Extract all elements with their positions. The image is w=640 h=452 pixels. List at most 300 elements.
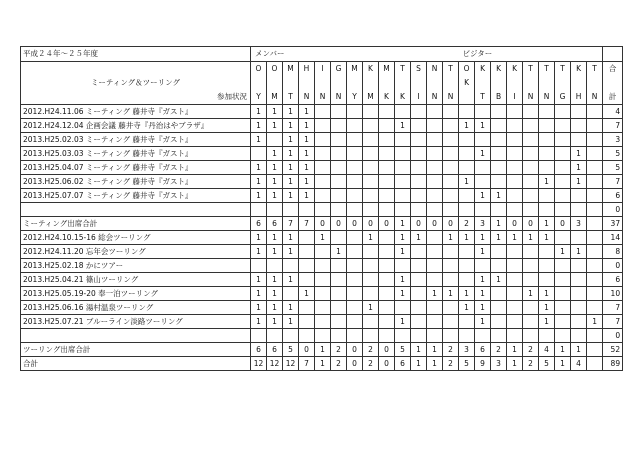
participant-initial: [587, 76, 603, 90]
attendance-cell: 1: [267, 161, 283, 175]
row-label: 2013.H25.04.21 篠山ツーリング: [21, 273, 251, 287]
attendance-cell: [299, 203, 315, 217]
table-row: [21, 329, 623, 343]
table-row: [21, 357, 623, 371]
participant-initial: [379, 76, 395, 90]
header-row-initial-mid: [21, 76, 623, 90]
attendance-cell: [475, 133, 491, 147]
attendance-cell: [475, 259, 491, 273]
attendance-cell: [555, 147, 571, 161]
attendance-cell: [347, 161, 363, 175]
attendance-cell: 0: [379, 343, 395, 357]
members-group-label: メンバー: [251, 47, 459, 62]
attendance-cell: [411, 259, 427, 273]
attendance-cell: [427, 189, 443, 203]
row-label: 2013.H25.06.16 湯村温泉ツーリング: [21, 301, 251, 315]
attendance-cell: 1: [267, 105, 283, 119]
attendance-cell: [347, 189, 363, 203]
attendance-cell: [251, 147, 267, 161]
attendance-cell: [331, 259, 347, 273]
attendance-cell: 1: [475, 119, 491, 133]
attendance-cell: 1: [267, 315, 283, 329]
attendance-cell: [587, 357, 603, 371]
participant-initial: G: [555, 90, 571, 105]
participant-initial: M: [347, 62, 363, 77]
row-label: 合計: [21, 357, 251, 371]
participant-initial: N: [443, 90, 459, 105]
attendance-cell: [347, 315, 363, 329]
attendance-cell: 1: [571, 161, 587, 175]
attendance-cell: [363, 315, 379, 329]
attendance-cell: [459, 161, 475, 175]
attendance-cell: 1: [251, 189, 267, 203]
attendance-cell: 1: [283, 245, 299, 259]
attendance-cell: 1: [555, 357, 571, 371]
attendance-cell: [571, 203, 587, 217]
attendance-cell: [283, 329, 299, 343]
attendance-cell: [395, 259, 411, 273]
attendance-cell: 1: [571, 147, 587, 161]
attendance-cell: 1: [315, 343, 331, 357]
attendance-cell: 1: [395, 287, 411, 301]
attendance-cell: [299, 273, 315, 287]
attendance-cell: [379, 119, 395, 133]
attendance-cell: 3: [459, 343, 475, 357]
attendance-cell: [315, 189, 331, 203]
participant-initial: K: [459, 76, 475, 90]
attendance-cell: [507, 175, 523, 189]
participant-initial: K: [363, 62, 379, 77]
participant-initial: [331, 76, 347, 90]
attendance-cell: [427, 161, 443, 175]
attendance-cell: [347, 329, 363, 343]
attendance-cell: [491, 105, 507, 119]
attendance-cell: [363, 119, 379, 133]
attendance-cell: 2: [363, 343, 379, 357]
attendance-cell: [379, 161, 395, 175]
attendance-cell: 1: [283, 147, 299, 161]
attendance-cell: [523, 105, 539, 119]
attendance-cell: 0: [555, 217, 571, 231]
attendance-cell: [363, 273, 379, 287]
attendance-cell: 0: [347, 343, 363, 357]
attendance-cell: 1: [539, 175, 555, 189]
participant-initial: T: [395, 62, 411, 77]
attendance-cell: [363, 189, 379, 203]
participant-initial: [299, 76, 315, 90]
attendance-cell: [587, 133, 603, 147]
attendance-cell: [347, 287, 363, 301]
participant-initial: [491, 76, 507, 90]
attendance-cell: 6: [475, 343, 491, 357]
attendance-cell: [459, 147, 475, 161]
attendance-cell: [363, 329, 379, 343]
attendance-cell: [587, 119, 603, 133]
participant-initial: M: [363, 90, 379, 105]
attendance-cell: [315, 315, 331, 329]
attendance-cell: [571, 119, 587, 133]
participant-initial: [459, 90, 475, 105]
attendance-cell: [555, 203, 571, 217]
attendance-cell: [587, 301, 603, 315]
attendance-cell: [523, 203, 539, 217]
attendance-cell: [555, 329, 571, 343]
total-column-header: [603, 76, 623, 90]
attendance-cell: [507, 301, 523, 315]
attendance-cell: 1: [491, 189, 507, 203]
attendance-cell: 1: [539, 315, 555, 329]
attendance-sheet: [20, 46, 623, 371]
attendance-cell: [299, 329, 315, 343]
attendance-cell: [571, 189, 587, 203]
attendance-cell: 0: [523, 217, 539, 231]
row-label: 2012.H24.10.15-16 総会ツーリング: [21, 231, 251, 245]
attendance-cell: [427, 273, 443, 287]
attendance-cell: [459, 259, 475, 273]
attendance-cell: [347, 105, 363, 119]
attendance-cell: 1: [395, 217, 411, 231]
attendance-cell: [587, 259, 603, 273]
attendance-cell: 1: [571, 245, 587, 259]
attendance-cell: 1: [507, 343, 523, 357]
attendance-cell: 1: [299, 175, 315, 189]
attendance-cell: [587, 273, 603, 287]
attendance-cell: [427, 315, 443, 329]
attendance-cell: [411, 133, 427, 147]
participant-initial: I: [411, 90, 427, 105]
attendance-cell: 1: [555, 343, 571, 357]
attendance-cell: 1: [491, 217, 507, 231]
attendance-cell: [587, 245, 603, 259]
row-total: 6: [603, 273, 623, 287]
attendance-cell: [331, 119, 347, 133]
attendance-cell: 1: [299, 161, 315, 175]
attendance-cell: 1: [299, 147, 315, 161]
attendance-cell: [331, 161, 347, 175]
attendance-cell: [507, 329, 523, 343]
row-total: 7: [603, 315, 623, 329]
attendance-cell: 1: [251, 133, 267, 147]
attendance-cell: [315, 119, 331, 133]
attendance-cell: [299, 231, 315, 245]
attendance-cell: [459, 315, 475, 329]
attendance-cell: [555, 315, 571, 329]
attendance-cell: [587, 329, 603, 343]
attendance-cell: 6: [251, 343, 267, 357]
attendance-cell: 0: [347, 217, 363, 231]
attendance-cell: [491, 119, 507, 133]
attendance-cell: 1: [267, 189, 283, 203]
attendance-cell: [523, 301, 539, 315]
attendance-cell: [251, 259, 267, 273]
attendance-cell: [331, 105, 347, 119]
attendance-cell: [363, 245, 379, 259]
attendance-cell: [507, 189, 523, 203]
participant-initial: [539, 76, 555, 90]
attendance-cell: 1: [315, 357, 331, 371]
attendance-cell: [459, 203, 475, 217]
attendance-cell: 7: [299, 357, 315, 371]
attendance-cell: [555, 259, 571, 273]
attendance-cell: [363, 175, 379, 189]
attendance-cell: [523, 175, 539, 189]
attendance-cell: [523, 329, 539, 343]
attendance-cell: 1: [251, 231, 267, 245]
attendance-cell: [379, 259, 395, 273]
attendance-cell: 3: [491, 357, 507, 371]
attendance-cell: 1: [267, 231, 283, 245]
participant-initial: [283, 76, 299, 90]
attendance-cell: [411, 315, 427, 329]
attendance-cell: [411, 273, 427, 287]
attendance-cell: 1: [507, 357, 523, 371]
attendance-cell: 1: [299, 105, 315, 119]
attendance-cell: 1: [411, 357, 427, 371]
attendance-cell: [491, 203, 507, 217]
attendance-cell: [363, 147, 379, 161]
attendance-cell: 4: [539, 343, 555, 357]
participant-initial: G: [331, 62, 347, 77]
row-label: 2013.H25.03.03 ミーティング 藤井寺『ガスト』: [21, 147, 251, 161]
table-row: [21, 217, 623, 231]
participant-initial: N: [299, 90, 315, 105]
attendance-cell: 12: [251, 357, 267, 371]
attendance-cell: [331, 273, 347, 287]
participant-initial: [315, 76, 331, 90]
participant-initial: [443, 76, 459, 90]
attendance-cell: [347, 175, 363, 189]
attendance-cell: 1: [331, 245, 347, 259]
attendance-cell: [299, 245, 315, 259]
attendance-cell: [555, 287, 571, 301]
attendance-cell: 1: [395, 245, 411, 259]
attendance-cell: [539, 245, 555, 259]
header-row-groups: [21, 47, 623, 62]
participant-initial: K: [395, 90, 411, 105]
table-row: [21, 175, 623, 189]
attendance-cell: [443, 315, 459, 329]
attendance-cell: [347, 119, 363, 133]
attendance-cell: 0: [443, 217, 459, 231]
attendance-cell: 1: [571, 343, 587, 357]
attendance-cell: 1: [539, 301, 555, 315]
participant-initial: T: [539, 62, 555, 77]
attendance-cell: 5: [283, 343, 299, 357]
attendance-cell: 2: [491, 343, 507, 357]
attendance-cell: 1: [475, 287, 491, 301]
attendance-cell: 1: [395, 315, 411, 329]
attendance-cell: [523, 133, 539, 147]
visitors-group-label: ビジター: [459, 47, 603, 62]
attendance-cell: [443, 245, 459, 259]
attendance-cell: [411, 147, 427, 161]
attendance-cell: [571, 329, 587, 343]
attendance-cell: 1: [571, 175, 587, 189]
attendance-cell: [571, 301, 587, 315]
attendance-cell: [267, 259, 283, 273]
attendance-cell: [571, 105, 587, 119]
participant-initial: H: [571, 90, 587, 105]
attendance-cell: [507, 203, 523, 217]
attendance-cell: [539, 203, 555, 217]
attendance-cell: [427, 175, 443, 189]
attendance-cell: [459, 273, 475, 287]
attendance-cell: 1: [283, 231, 299, 245]
attendance-cell: 1: [251, 119, 267, 133]
participant-initial: [475, 76, 491, 90]
attendance-cell: [331, 301, 347, 315]
participant-initial: [427, 76, 443, 90]
attendance-cell: [459, 189, 475, 203]
attendance-cell: [555, 301, 571, 315]
attendance-cell: 5: [459, 357, 475, 371]
table-row: [21, 315, 623, 329]
attendance-cell: [507, 245, 523, 259]
attendance-cell: [331, 147, 347, 161]
attendance-cell: 1: [395, 273, 411, 287]
attendance-cell: [347, 245, 363, 259]
row-label: 2013.H25.02.03 ミーティング 藤井寺『ガスト』: [21, 133, 251, 147]
row-label: 2012.H24.11.20 忘年会ツーリング: [21, 245, 251, 259]
attendance-cell: [283, 259, 299, 273]
attendance-cell: 1: [475, 301, 491, 315]
attendance-cell: 1: [443, 287, 459, 301]
attendance-cell: 2: [459, 217, 475, 231]
attendance-cell: [347, 301, 363, 315]
row-label: 2013.H25.02.18 かにツアー: [21, 259, 251, 273]
participant-initial: N: [315, 90, 331, 105]
table-row: [21, 343, 623, 357]
attendance-cell: [427, 259, 443, 273]
attendance-cell: [363, 259, 379, 273]
participant-initial: Y: [251, 90, 267, 105]
attendance-cell: 2: [443, 343, 459, 357]
attendance-cell: 1: [251, 315, 267, 329]
attendance-cell: [331, 133, 347, 147]
attendance-cell: [315, 329, 331, 343]
attendance-cell: 1: [475, 315, 491, 329]
attendance-cell: [443, 189, 459, 203]
attendance-cell: 1: [475, 147, 491, 161]
participant-initial: Y: [347, 90, 363, 105]
attendance-cell: [571, 287, 587, 301]
row-label: 2013.H25.05.19-20 奉一泊ツーリング: [21, 287, 251, 301]
attendance-cell: 1: [299, 287, 315, 301]
attendance-cell: 0: [507, 217, 523, 231]
attendance-cell: [315, 245, 331, 259]
attendance-cell: [475, 175, 491, 189]
attendance-cell: [395, 105, 411, 119]
attendance-cell: 2: [331, 357, 347, 371]
attendance-cell: [347, 203, 363, 217]
table-row: [21, 147, 623, 161]
attendance-cell: [555, 231, 571, 245]
attendance-cell: [395, 161, 411, 175]
total-column-header: 合: [603, 62, 623, 77]
total-column-header-top: [603, 47, 623, 62]
attendance-cell: 1: [283, 315, 299, 329]
blank-header-cell: [21, 62, 251, 77]
attendance-cell: [363, 203, 379, 217]
attendance-cell: [411, 329, 427, 343]
attendance-cell: [395, 301, 411, 315]
attendance-cell: [427, 245, 443, 259]
row-total: 5: [603, 147, 623, 161]
attendance-cell: 2: [443, 357, 459, 371]
participant-initial: [395, 76, 411, 90]
participant-initial: H: [299, 62, 315, 77]
attendance-cell: [267, 203, 283, 217]
attendance-cell: 1: [459, 175, 475, 189]
attendance-cell: [395, 133, 411, 147]
participant-initial: N: [539, 90, 555, 105]
participant-initial: [251, 76, 267, 90]
attendance-cell: [347, 259, 363, 273]
attendance-cell: [283, 203, 299, 217]
attendance-cell: 1: [251, 287, 267, 301]
participant-initial: [411, 76, 427, 90]
attendance-cell: 7: [299, 217, 315, 231]
attendance-cell: [491, 315, 507, 329]
attendance-cell: [475, 203, 491, 217]
row-total: 10: [603, 287, 623, 301]
row-label: ミーティング出席合計: [21, 217, 251, 231]
attendance-cell: 0: [379, 357, 395, 371]
attendance-cell: 1: [539, 287, 555, 301]
row-total: 37: [603, 217, 623, 231]
participant-initial: K: [571, 62, 587, 77]
attendance-cell: [443, 203, 459, 217]
attendance-cell: [539, 329, 555, 343]
attendance-cell: 2: [523, 343, 539, 357]
attendance-cell: [283, 287, 299, 301]
participant-initial: T: [283, 90, 299, 105]
row-total: 52: [603, 343, 623, 357]
attendance-cell: 1: [267, 273, 283, 287]
attendance-cell: [443, 329, 459, 343]
attendance-cell: [427, 119, 443, 133]
attendance-cell: 6: [395, 357, 411, 371]
attendance-cell: [411, 105, 427, 119]
attendance-cell: 1: [475, 273, 491, 287]
attendance-cell: [363, 105, 379, 119]
attendance-cell: 9: [475, 357, 491, 371]
participant-initial: [555, 76, 571, 90]
attendance-cell: [267, 329, 283, 343]
table-row: [21, 133, 623, 147]
attendance-cell: 1: [427, 357, 443, 371]
attendance-cell: [443, 259, 459, 273]
attendance-cell: 1: [251, 161, 267, 175]
attendance-cell: [507, 287, 523, 301]
attendance-cell: [331, 287, 347, 301]
participant-initial: M: [283, 62, 299, 77]
participant-initial: [363, 76, 379, 90]
attendance-cell: [523, 259, 539, 273]
table-row: [21, 203, 623, 217]
attendance-cell: [315, 161, 331, 175]
attendance-cell: [587, 175, 603, 189]
attendance-cell: [443, 119, 459, 133]
attendance-cell: [331, 315, 347, 329]
attendance-cell: 2: [331, 343, 347, 357]
attendance-cell: [315, 133, 331, 147]
attendance-cell: 1: [459, 287, 475, 301]
attendance-cell: [507, 119, 523, 133]
period-label: 平成２４年～２５年度: [21, 47, 251, 62]
attendance-cell: [379, 245, 395, 259]
attendance-cell: [459, 329, 475, 343]
